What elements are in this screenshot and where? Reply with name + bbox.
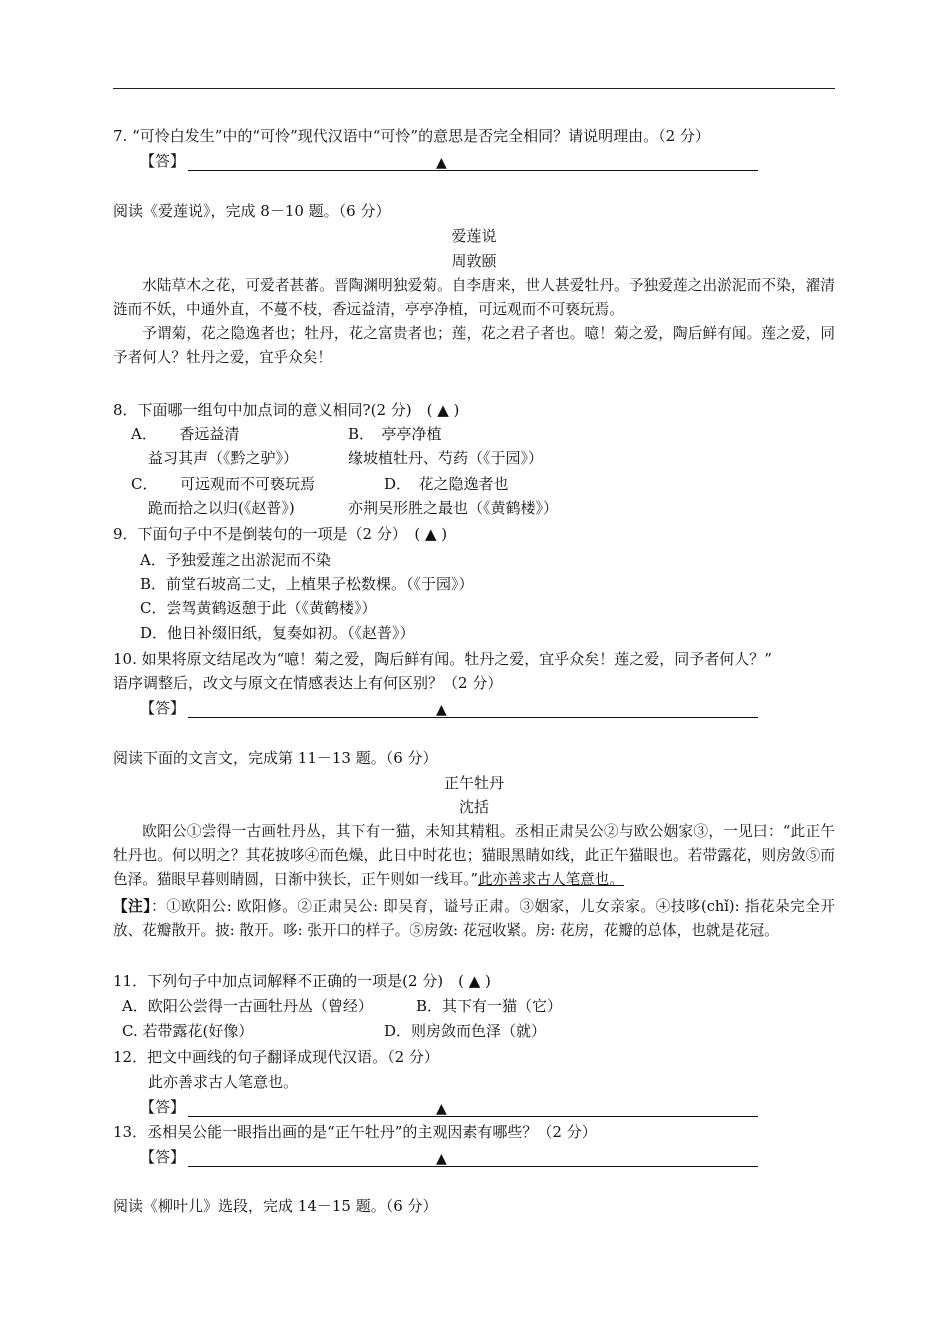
q11-option-c: C. 若带露花(好像） [122,1022,254,1040]
q8-option-b-line1: B． 亭亭净植 [348,425,442,443]
note-label: 【注】 [113,898,152,915]
q8-option-c-line2: 跪而拾之以归(《赵普》) [148,499,295,517]
answer-blank[interactable] [188,701,758,718]
answer-label: 【答】 [140,152,186,170]
q11-option-b: B．其下有一猫（它） [416,997,563,1015]
question-9-stem: 9．下面句子中不是倒装句的一项是（2 分） ( ▲ ) [113,525,448,543]
question-12-stem: 12．把文中画线的句子翻译成现代汉语。（2 分） [113,1048,439,1066]
answer-blank[interactable] [188,154,758,171]
note-text: ：①欧阳公: 欧阳修。②正肃吴公: 即吴育，谥号正肃。③姻家，儿女亲家。④技哆(chǐ): 指花朵完全开放、花瓣散开。披: 散开。哆: 张开口的样子。⑤房敛: 花冠收紧。房: 花房，花瓣的总体，也就是花冠。 [113,898,835,939]
answer-label: 【答】 [140,1148,186,1166]
answer-row-12[interactable] [140,1097,758,1117]
triangle-marker-icon: ▲ [436,702,447,718]
q9-option-a: A．予独爱莲之出淤泥而不染 [140,551,331,569]
section-1-paragraph-1: 水陆草木之花，可爱者甚蕃。晋陶渊明独爱菊。自李唐来，世人甚爱牡丹。予独爱莲之出淤泥而不染，濯清涟而不妖，中通外直，不蔓不枝，香远益清，亭亭净植，可远观而不可亵玩焉。 [113,277,835,318]
answer-label: 【答】 [140,699,186,717]
section-2-paragraph [113,820,835,892]
q8-option-d-line2: 亦荆吴形胜之最也（《黄鹤楼》） [348,499,559,517]
q9-option-b: B．前堂石坡高二丈，上植果子松数棵。（《于园》） [140,575,474,593]
annotation-note [113,895,835,943]
header-rule [113,88,835,89]
triangle-marker-icon: ▲ [436,1151,447,1167]
question-13-stem: 13．丞相吴公能一眼指出画的是“正午牡丹”的主观因素有哪些？（2 分） [113,1123,597,1141]
answer-blank[interactable] [188,1150,758,1167]
question-11-stem: 11．下列句子中加点词解释不正确的一项是(2 分) ( ▲ ) [113,972,491,990]
q8-option-a-line1: A． 香远益清 [131,425,240,443]
question-10-line-2: 语序调整后，改文与原文在情感表达上有何区别？（2 分） [113,674,503,692]
section-3-intro: 阅读《柳叶儿》选段，完成 14－15 题。（6 分） [113,1197,438,1215]
answer-row-13[interactable] [140,1147,758,1167]
question-10-line-1: 10. 如果将原文结尾改为“噫！菊之爱，陶后鲜有闻。牡丹之爱，宜乎众矣！莲之爱，同予者何人？” [113,650,772,668]
answer-row-7[interactable] [140,151,758,171]
section-1-paragraph-2: 予谓菊，花之隐逸者也；牡丹，花之富贵者也；莲，花之君子者也。噫！菊之爱，陶后鲜有闻。莲之爱，同予者何人？牡丹之爱，宜乎众矣！ [113,325,835,366]
section-2-title: 正午牡丹 [443,774,504,792]
section-2-paragraph-text: 欧阳公①尝得一古画牡丹丛，其下有一猫，未知其精粗。丞相正肃吴公②与欧公姻家③，一见曰：“此正午牡丹也。何以明之？其花披哆④而色燥，此日中时花也；猫眼黑睛如线，此正午猫眼也。若带露花，则房敛⑤而色泽。猫眼早暮则睛圆，日渐中狭长，正午则如一线耳。” [113,823,835,888]
triangle-marker-icon: ▲ [436,155,447,171]
q9-option-d: D．他日补缀旧纸，复奏如初。（《赵普》） [140,624,415,642]
section-1-title: 爱莲说 [451,227,497,245]
q8-option-d-line1: D． 花之隐逸者也 [384,475,509,493]
section-1-author: 周敦颐 [451,252,497,270]
section-1-intro: 阅读《爱莲说》，完成 8－10 题。（6 分） [113,202,391,220]
q11-option-d: D．则房敛而色泽（就） [384,1022,547,1040]
q9-option-c: C．尝驾黄鹤返憩于此（《黄鹤楼》） [140,599,377,617]
answer-row-10[interactable] [140,698,758,718]
triangle-marker-icon: ▲ [436,1101,447,1117]
question-7: 7. “可怜白发生”中的“可怜”现代汉语中“可怜”的意思是否完全相同？请说明理由。（2 分） [113,127,710,145]
q11-option-a: A．欧阳公尝得一古画牡丹丛（曾经） [122,997,373,1015]
question-8-stem: 8．下面哪一组句中加点词的意义相同?(2 分) ( ▲ ) [113,401,460,419]
question-12-sentence: 此亦善求古人笔意也。 [148,1073,299,1091]
q8-option-a-line2: 益习其声（《黔之驴》） [148,449,299,467]
section-2-author: 沈括 [458,798,489,816]
q8-option-c-line1: C． 可远观而不可亵玩焉 [131,475,315,493]
q8-option-b-line2: 缘坡植牡丹、芍药（《于园》） [348,449,544,467]
answer-blank[interactable] [188,1100,758,1117]
underlined-sentence: 此亦善求古人笔意也。 [478,871,624,888]
answer-label: 【答】 [140,1098,186,1116]
section-2-intro: 阅读下面的文言文，完成第 11－13 题。（6 分） [113,749,438,767]
